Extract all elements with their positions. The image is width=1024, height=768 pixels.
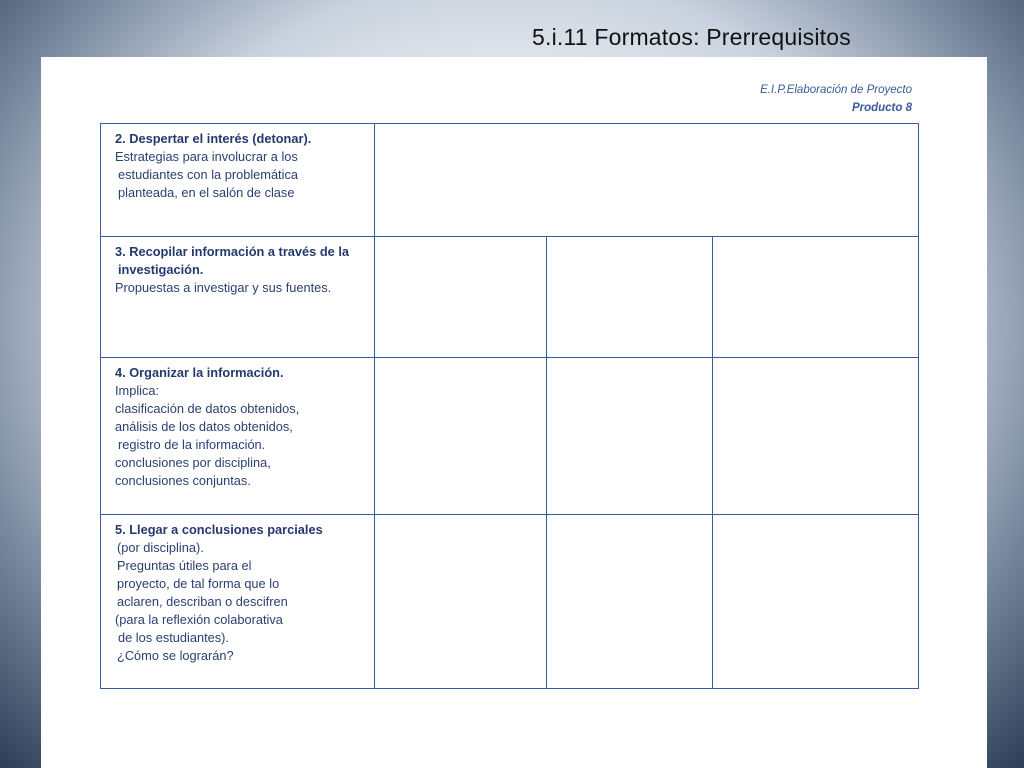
row-text-line: Preguntas útiles para el (117, 558, 252, 573)
row-text-line: (para la reflexión colaborativa (115, 612, 283, 627)
row-title: 4. Organizar la información. (115, 365, 284, 380)
blank-answer-cell[interactable] (375, 515, 546, 689)
document-page (41, 57, 987, 768)
header-project-label: E.I.P.Elaboración de Proyecto (760, 84, 912, 96)
row-title-continued: investigación. (118, 262, 204, 277)
row-text-line: Propuestas a investigar y sus fuentes. (115, 280, 332, 295)
row-text-line: Implica: (115, 383, 160, 398)
row-text-line: estudiantes con la problemática (118, 167, 298, 182)
blank-answer-cell[interactable] (375, 358, 546, 515)
blank-answer-cell[interactable] (712, 237, 918, 358)
blank-answer-cell[interactable] (546, 515, 712, 689)
row-text-line: de los estudiantes). (118, 630, 229, 645)
header-product-label: Producto 8 (851, 102, 912, 114)
row-title: 2. Despertar el interés (detonar). (115, 131, 312, 146)
table-row (101, 515, 919, 689)
row-text-line: conclusiones por disciplina, (115, 455, 271, 470)
row-text-line: (por disciplina). (117, 540, 204, 555)
row-text-line: registro de la información. (118, 437, 266, 452)
table-row (101, 358, 919, 515)
row-label-cell (101, 237, 375, 358)
slide-title: 5.i.11 Formatos: Prerrequisitos (532, 24, 851, 50)
row-label-cell (101, 515, 375, 689)
row-text-line: análisis de los datos obtenidos, (115, 419, 293, 434)
row-text-line: aclaren, describan o descifren (117, 594, 288, 609)
blank-answer-cell[interactable] (712, 358, 918, 515)
blank-answer-cell[interactable] (712, 515, 918, 689)
row-text-line: planteada, en el salón de clase (118, 185, 295, 200)
blank-answer-cell[interactable] (375, 124, 919, 237)
row-text-line: Estrategias para involucrar a los (115, 149, 298, 164)
row-text-line: ¿Cómo se lograrán? (117, 648, 234, 663)
row-text-line: clasificación de datos obtenidos, (115, 401, 300, 416)
row-text-line: proyecto, de tal forma que lo (117, 576, 280, 591)
table-row (101, 124, 919, 237)
blank-answer-cell[interactable] (546, 358, 712, 515)
blank-answer-cell[interactable] (375, 237, 546, 358)
format-table (100, 123, 919, 689)
row-text-line: conclusiones conjuntas. (115, 473, 251, 488)
row-label-cell (101, 358, 375, 515)
table-row (101, 237, 919, 358)
document-header (760, 81, 912, 117)
row-title: 3. Recopilar información a través de la (115, 244, 349, 259)
blank-answer-cell[interactable] (546, 237, 712, 358)
row-title: 5. Llegar a conclusiones parciales (115, 522, 323, 537)
row-label-cell (101, 124, 375, 237)
